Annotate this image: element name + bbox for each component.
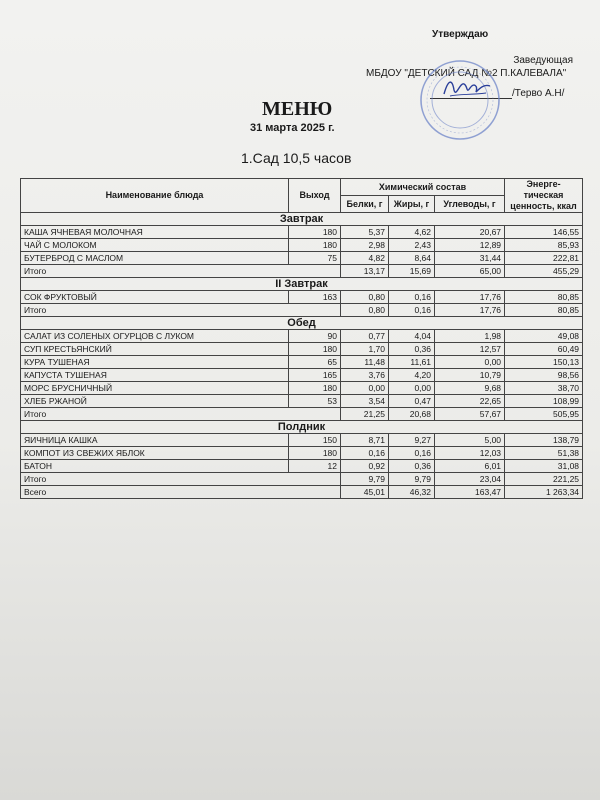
dish-yield: 53: [289, 395, 341, 408]
section-title: Обед: [21, 317, 583, 330]
total-fat: 9,79: [389, 473, 435, 486]
column-header-protein: Белки, г: [341, 196, 389, 213]
dish-fat: 0,36: [389, 343, 435, 356]
dish-yield: 150: [289, 434, 341, 447]
dish-energy: 150,13: [505, 356, 583, 369]
total-carbs: 65,00: [435, 265, 505, 278]
table-row: [21, 434, 583, 447]
dish-energy: 146,55: [505, 226, 583, 239]
dish-yield: 65: [289, 356, 341, 369]
column-header-fat: Жиры, г: [389, 196, 435, 213]
dish-energy: 222,81: [505, 252, 583, 265]
dish-carbs: 20,67: [435, 226, 505, 239]
total-protein: 9,79: [341, 473, 389, 486]
section-title: Завтрак: [21, 213, 583, 226]
dish-name: ХЛЕБ РЖАНОЙ: [21, 395, 289, 408]
dish-yield: 180: [289, 226, 341, 239]
table-row: [21, 343, 583, 356]
dish-energy: 138,79: [505, 434, 583, 447]
dish-protein: 0,00: [341, 382, 389, 395]
menu-table-body: [21, 213, 583, 499]
handwritten-signature-icon: [440, 74, 492, 102]
total-fat: 0,16: [389, 304, 435, 317]
dish-protein: 0,77: [341, 330, 389, 343]
dish-carbs: 22,65: [435, 395, 505, 408]
section-title: II Завтрак: [21, 278, 583, 291]
menu-table: [20, 178, 583, 499]
dish-name: СУП КРЕСТЬЯНСКИЙ: [21, 343, 289, 356]
dish-fat: 0,16: [389, 291, 435, 304]
dish-fat: 0,47: [389, 395, 435, 408]
total-label: Итого: [21, 408, 341, 421]
approver-name: /Терво А.Н/: [512, 88, 565, 99]
column-header-dish: Наименование блюда: [21, 179, 289, 213]
total-energy: 80,85: [505, 304, 583, 317]
dish-name: КУРА ТУШЕНАЯ: [21, 356, 289, 369]
table-row: [21, 460, 583, 473]
grand-total-fat: 46,32: [389, 486, 435, 499]
dish-energy: 51,38: [505, 447, 583, 460]
menu-subtitle: 1.Сад 10,5 часов: [241, 150, 352, 166]
total-row: [21, 265, 583, 278]
dish-fat: 2,43: [389, 239, 435, 252]
total-protein: 21,25: [341, 408, 389, 421]
table-row: [21, 252, 583, 265]
dish-protein: 0,80: [341, 291, 389, 304]
dish-carbs: 10,79: [435, 369, 505, 382]
grand-total-protein: 45,01: [341, 486, 389, 499]
total-row: [21, 473, 583, 486]
total-label: Итого: [21, 265, 341, 278]
grand-total-label: Всего: [21, 486, 341, 499]
dish-protein: 0,16: [341, 447, 389, 460]
dish-name: БАТОН: [21, 460, 289, 473]
table-row: [21, 239, 583, 252]
dish-energy: 60,49: [505, 343, 583, 356]
dish-name: СОК ФРУКТОВЫЙ: [21, 291, 289, 304]
total-energy: 221,25: [505, 473, 583, 486]
dish-yield: 180: [289, 382, 341, 395]
dish-yield: 90: [289, 330, 341, 343]
dish-fat: 11,61: [389, 356, 435, 369]
dish-protein: 3,54: [341, 395, 389, 408]
column-header-yield: Выход: [289, 179, 341, 213]
dish-yield: 12: [289, 460, 341, 473]
dish-name: ЯИЧНИЦА КАШКА: [21, 434, 289, 447]
table-row: [21, 330, 583, 343]
dish-carbs: 0,00: [435, 356, 505, 369]
column-header-energy: Энерге-тическая ценность, ккал: [505, 179, 583, 213]
dish-carbs: 12,03: [435, 447, 505, 460]
dish-name: КАПУСТА ТУШЕНАЯ: [21, 369, 289, 382]
dish-name: ЧАЙ С МОЛОКОМ: [21, 239, 289, 252]
dish-fat: 4,20: [389, 369, 435, 382]
dish-fat: 0,16: [389, 447, 435, 460]
dish-yield: 165: [289, 369, 341, 382]
dish-name: КАША ЯЧНЕВАЯ МОЛОЧНАЯ: [21, 226, 289, 239]
dish-protein: 1,70: [341, 343, 389, 356]
total-carbs: 23,04: [435, 473, 505, 486]
dish-fat: 0,36: [389, 460, 435, 473]
total-label: Итого: [21, 304, 341, 317]
dish-fat: 8,64: [389, 252, 435, 265]
column-header-chem: Химический состав: [341, 179, 505, 196]
dish-carbs: 6,01: [435, 460, 505, 473]
dish-protein: 8,71: [341, 434, 389, 447]
dish-fat: 4,04: [389, 330, 435, 343]
grand-total-row: [21, 486, 583, 499]
table-row: [21, 291, 583, 304]
dish-carbs: 12,89: [435, 239, 505, 252]
table-row: [21, 382, 583, 395]
approver-position: Заведующая: [513, 55, 573, 66]
dish-carbs: 31,44: [435, 252, 505, 265]
dish-yield: 180: [289, 343, 341, 356]
total-label: Итого: [21, 473, 341, 486]
organization-name: МБДОУ "ДЕТСКИЙ САД №2 П.КАЛЕВАЛА": [366, 68, 567, 79]
section-title: Полдник: [21, 421, 583, 434]
total-row: [21, 304, 583, 317]
dish-protein: 2,98: [341, 239, 389, 252]
grand-total-energy: 1 263,34: [505, 486, 583, 499]
dish-name: БУТЕРБРОД С МАСЛОМ: [21, 252, 289, 265]
dish-name: САЛАТ ИЗ СОЛЕНЫХ ОГУРЦОВ С ЛУКОМ: [21, 330, 289, 343]
dish-yield: 180: [289, 447, 341, 460]
dish-carbs: 12,57: [435, 343, 505, 356]
total-energy: 505,95: [505, 408, 583, 421]
dish-fat: 4,62: [389, 226, 435, 239]
column-header-carbs: Углеводы, г: [435, 196, 505, 213]
page-title: МЕНЮ: [262, 98, 333, 120]
approval-heading: Утверждаю: [432, 29, 489, 40]
dish-yield: 163: [289, 291, 341, 304]
dish-energy: 80,85: [505, 291, 583, 304]
dish-yield: 75: [289, 252, 341, 265]
dish-carbs: 1,98: [435, 330, 505, 343]
dish-protein: 0,92: [341, 460, 389, 473]
table-row: [21, 356, 583, 369]
table-row: [21, 447, 583, 460]
dish-carbs: 9,68: [435, 382, 505, 395]
dish-fat: 0,00: [389, 382, 435, 395]
total-protein: 13,17: [341, 265, 389, 278]
dish-yield: 180: [289, 239, 341, 252]
dish-carbs: 5,00: [435, 434, 505, 447]
dish-energy: 85,93: [505, 239, 583, 252]
total-energy: 455,29: [505, 265, 583, 278]
dish-energy: 98,56: [505, 369, 583, 382]
total-protein: 0,80: [341, 304, 389, 317]
dish-energy: 108,99: [505, 395, 583, 408]
menu-date: 31 марта 2025 г.: [250, 122, 335, 134]
total-row: [21, 408, 583, 421]
table-row: [21, 226, 583, 239]
table-row: [21, 395, 583, 408]
grand-total-carbs: 163,47: [435, 486, 505, 499]
total-carbs: 57,67: [435, 408, 505, 421]
total-fat: 15,69: [389, 265, 435, 278]
dish-name: КОМПОТ ИЗ СВЕЖИХ ЯБЛОК: [21, 447, 289, 460]
dish-energy: 38,70: [505, 382, 583, 395]
dish-carbs: 17,76: [435, 291, 505, 304]
dish-protein: 11,48: [341, 356, 389, 369]
dish-protein: 3,76: [341, 369, 389, 382]
dish-energy: 31,08: [505, 460, 583, 473]
total-carbs: 17,76: [435, 304, 505, 317]
total-fat: 20,68: [389, 408, 435, 421]
table-row: [21, 369, 583, 382]
dish-protein: 4,82: [341, 252, 389, 265]
dish-name: МОРС БРУСНИЧНЫЙ: [21, 382, 289, 395]
dish-protein: 5,37: [341, 226, 389, 239]
dish-fat: 9,27: [389, 434, 435, 447]
dish-energy: 49,08: [505, 330, 583, 343]
